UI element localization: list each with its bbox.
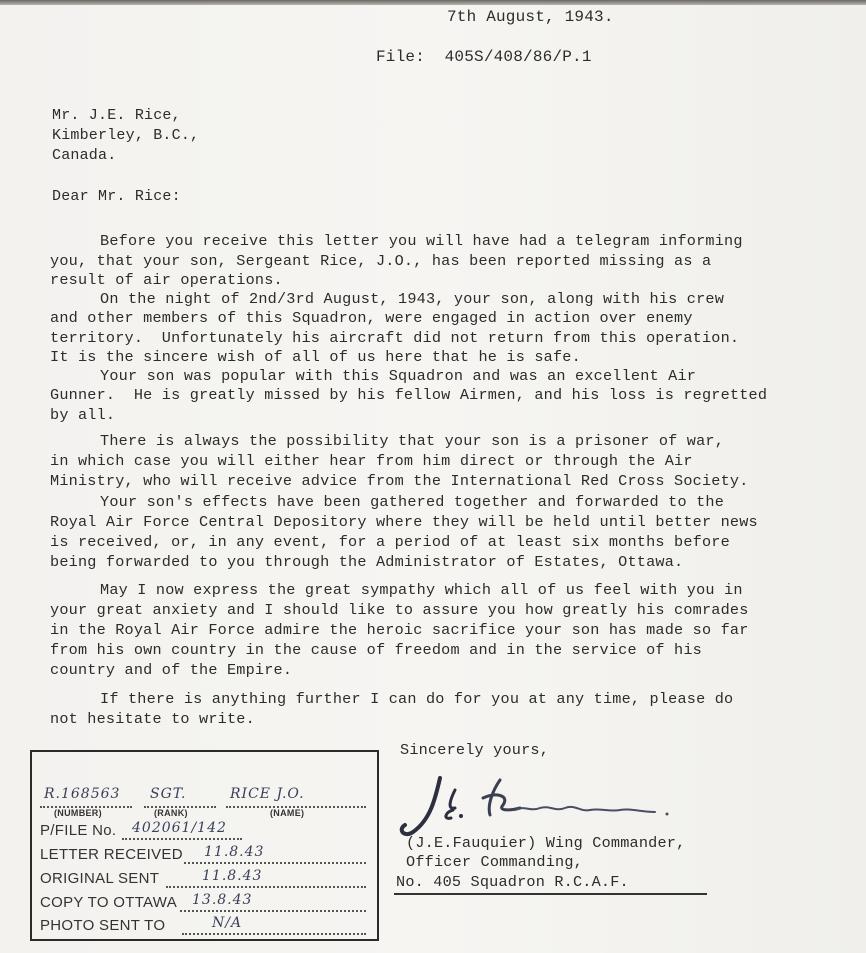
body-line: in the Royal Air Force admire the heroic sacrifice your son has made so far: [50, 621, 749, 639]
name-caption: (NAME): [270, 808, 305, 818]
body-line: being forwarded to you through the Administrator of Estates, Ottawa.: [50, 553, 684, 571]
dotted-line: [184, 862, 366, 864]
copy-ottawa-value: 13.8.43: [192, 892, 253, 908]
body-line: not hesitate to write.: [50, 710, 255, 728]
file-label: File:: [376, 48, 426, 66]
signature: [395, 770, 695, 840]
recipient-line-2: Kimberley, B.C.,: [52, 127, 200, 144]
body-line: in which case you will either hear from him direct or through the Air: [50, 452, 693, 470]
signatory-name-title: (J.E.Fauquier) Wing Commander,: [406, 834, 686, 852]
letter-received-value: 11.8.43: [204, 844, 265, 860]
valediction: Sincerely yours,: [400, 741, 550, 759]
letter-received-label: LETTER RECEIVED: [40, 846, 183, 863]
stamp-number-value: R.168563: [44, 786, 121, 802]
original-sent-value: 11.8.43: [202, 868, 263, 884]
body-line: Before you receive this letter you will have had a telegram informing: [100, 232, 743, 250]
recipient-line-3: Canada.: [52, 147, 117, 164]
body-line: you, that your son, Sergeant Rice, J.O., has been reported missing as a: [50, 252, 712, 270]
dotted-line: [182, 933, 366, 935]
record-stamp: [30, 750, 379, 941]
signatory-position: Officer Commanding,: [406, 853, 583, 871]
body-line: territory. Unfortunately his aircraft did not return from this operation.: [50, 329, 740, 347]
body-line: May I now express the great sympathy which all of us feel with you in: [100, 581, 743, 599]
body-line: from his own country in the cause of freedom and in the service of his: [50, 641, 702, 659]
body-line: country and of the Empire.: [50, 661, 293, 679]
file-reference: [376, 48, 592, 66]
body-line: Ministry, who will receive advice from the International Red Cross Society.: [50, 472, 749, 490]
rank-caption: (RANK): [154, 808, 188, 818]
copy-ottawa-label: COPY TO OTTAWA: [40, 894, 177, 911]
body-line: and other members of this Squadron, were engaged in action over enemy: [50, 309, 693, 327]
body-line: Your son was popular with this Squadron and was an excellent Air: [100, 367, 697, 385]
body-line: On the night of 2nd/3rd August, 1943, your son, along with his crew: [100, 290, 725, 308]
body-line: is received, or, in any event, for a period of at least six months before: [50, 533, 730, 551]
pfile-value: 402061/142: [132, 820, 227, 836]
body-line: by all.: [50, 406, 116, 424]
dotted-line: [122, 838, 242, 840]
original-sent-label: ORIGINAL SENT: [40, 870, 160, 887]
stamp-rank-value: SGT.: [150, 786, 187, 802]
body-line: Your son's effects have been gathered together and forwarded to the: [100, 493, 725, 511]
body-line: If there is anything further I can do for you at any time, please do: [100, 690, 734, 708]
pfile-label: P/FILE No.: [40, 822, 117, 839]
body-line: It is the sincere wish of all of us here that he is safe.: [50, 348, 581, 366]
salutation: Dear Mr. Rice:: [52, 188, 181, 205]
body-line: your great anxiety and I should like to assure you how greatly his comrades: [50, 601, 749, 619]
body-line: There is always the possibility that your son is a prisoner of war,: [100, 432, 725, 450]
unit-underline: [394, 893, 707, 895]
dotted-line: [180, 910, 366, 912]
recipient-line-1: Mr. J.E. Rice,: [52, 107, 181, 124]
body-line: Royal Air Force Central Depository where they will be held until better news: [50, 513, 758, 531]
photo-sent-value: N/A: [212, 915, 243, 931]
stamp-name-value: RICE J.O.: [230, 786, 305, 802]
file-number: 405S/408/86/P.1: [444, 48, 592, 66]
dotted-line: [166, 886, 366, 888]
body-line: result of air operations.: [50, 271, 283, 289]
signatory-unit: No. 405 Squadron R.C.A.F.: [396, 873, 629, 891]
body-line: Gunner. He is greatly missed by his fellow Airmen, and his loss is regretted: [50, 386, 768, 404]
photo-sent-label: PHOTO SENT TO: [40, 917, 166, 934]
letter-date: 7th August, 1943.: [447, 8, 614, 26]
number-caption: (NUMBER): [54, 808, 102, 818]
